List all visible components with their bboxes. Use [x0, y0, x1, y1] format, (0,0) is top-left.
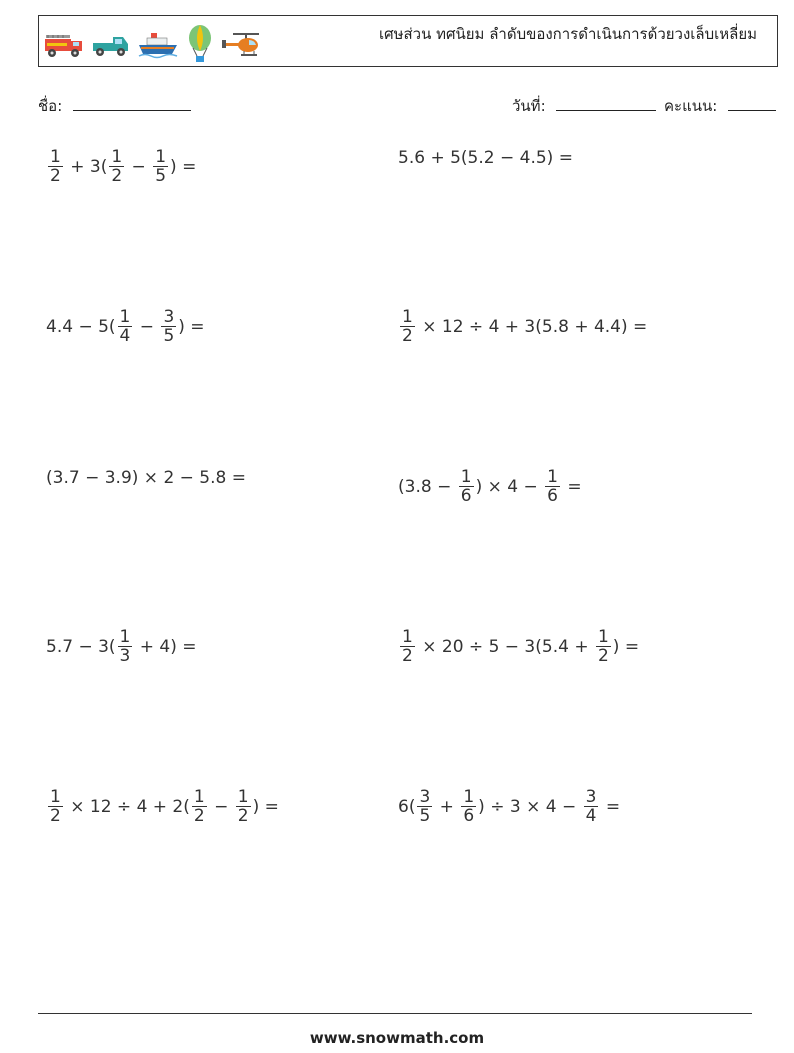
- expression-text: =: [600, 796, 621, 817]
- fraction: [400, 308, 415, 345]
- expression-text: ) =: [612, 636, 640, 657]
- fraction: [584, 788, 599, 825]
- denominator: 3: [119, 646, 131, 666]
- problem-10: [398, 788, 620, 825]
- score-blank: [728, 96, 776, 111]
- problem-2: [398, 148, 573, 168]
- fraction: [236, 788, 251, 825]
- header-icons: [43, 24, 265, 64]
- denominator: 2: [402, 646, 413, 666]
- fraction: [400, 628, 415, 665]
- numerator: 1: [547, 467, 558, 487]
- fraction: [153, 148, 168, 185]
- numerator: 1: [50, 787, 61, 807]
- numerator: 1: [597, 627, 609, 647]
- numerator: 1: [193, 787, 205, 807]
- fraction: [459, 468, 474, 505]
- fire-truck-icon: [43, 29, 85, 59]
- fraction: [48, 148, 63, 185]
- expression-text: ) ÷ 3 × 4 −: [478, 796, 582, 817]
- expression-text: −: [134, 316, 160, 337]
- denominator: 4: [585, 806, 597, 826]
- numerator: 1: [119, 627, 131, 647]
- denominator: 5: [163, 326, 175, 346]
- denominator: 2: [50, 166, 61, 186]
- numerator: 3: [419, 787, 431, 807]
- problem-9: [46, 788, 279, 825]
- problem-4: [398, 308, 647, 345]
- numerator: 1: [460, 467, 472, 487]
- date-label: วันที่:: [512, 97, 546, 115]
- denominator: 2: [597, 646, 609, 666]
- expression-text: 6(: [398, 796, 416, 817]
- denominator: 2: [111, 166, 123, 186]
- expression-text: 5.7 − 3(: [46, 636, 116, 657]
- expression-text: + 4) =: [134, 636, 197, 657]
- expression-text: −: [208, 796, 234, 817]
- numerator: 1: [237, 787, 249, 807]
- name-label: ชื่อ:: [38, 97, 63, 115]
- ship-icon: [137, 29, 179, 59]
- fraction: [48, 788, 63, 825]
- fraction: [109, 148, 124, 185]
- fraction: [192, 788, 207, 825]
- helicopter-icon: [221, 29, 265, 59]
- denominator: 5: [155, 166, 167, 186]
- name-blank: [73, 96, 191, 111]
- problem-7: [46, 628, 197, 665]
- expression-text: ) =: [252, 796, 279, 817]
- denominator: 2: [237, 806, 249, 826]
- name-field: [38, 94, 191, 118]
- expression-text: =: [561, 476, 582, 497]
- pickup-truck-icon: [91, 29, 131, 59]
- fraction: [118, 628, 133, 665]
- numerator: 1: [155, 147, 167, 167]
- date-field: [512, 94, 656, 118]
- numerator: 3: [585, 787, 597, 807]
- expression-text: +: [434, 796, 460, 817]
- numerator: 1: [463, 787, 475, 807]
- numerator: 1: [50, 147, 61, 167]
- denominator: 6: [547, 486, 558, 506]
- numerator: 1: [402, 307, 413, 327]
- fraction: [118, 308, 133, 345]
- score-label: คะแนน:: [664, 97, 718, 115]
- problem-1: [46, 148, 196, 185]
- problem-6: [398, 468, 582, 505]
- numerator: 1: [111, 147, 123, 167]
- denominator: 6: [460, 486, 472, 506]
- score-field: [664, 94, 776, 118]
- expression-text: (3.7 − 3.9) × 2 − 5.8 =: [46, 468, 246, 488]
- denominator: 6: [463, 806, 475, 826]
- expression-text: −: [126, 156, 152, 177]
- footer-site: www.snowmath.com: [309, 1029, 485, 1047]
- fraction: [596, 628, 611, 665]
- expression-text: 4.4 − 5(: [46, 316, 116, 337]
- denominator: 5: [419, 806, 431, 826]
- denominator: 2: [402, 326, 413, 346]
- numerator: 1: [402, 627, 413, 647]
- expression-text: × 20 ÷ 5 − 3(5.4 +: [416, 636, 594, 657]
- problem-5: [46, 468, 246, 488]
- expression-text: 5.6 + 5(5.2 − 4.5) =: [398, 148, 573, 168]
- expression-text: ) =: [170, 156, 197, 177]
- date-blank: [556, 96, 656, 111]
- numerator: 1: [119, 307, 131, 327]
- numerator: 3: [163, 307, 175, 327]
- expression-text: ) =: [178, 316, 205, 337]
- expression-text: (3.8 −: [398, 476, 457, 497]
- problem-8: [398, 628, 639, 665]
- denominator: 4: [119, 326, 131, 346]
- expression-text: + 3(: [64, 156, 108, 177]
- footer-divider: [38, 1013, 752, 1014]
- denominator: 2: [193, 806, 205, 826]
- fraction: [161, 308, 176, 345]
- hot-air-balloon-icon: [185, 24, 215, 64]
- problem-3: [46, 308, 205, 345]
- worksheet-header: [38, 15, 778, 67]
- expression-text: ) × 4 −: [475, 476, 544, 497]
- fraction: [461, 788, 476, 825]
- denominator: 2: [50, 806, 61, 826]
- expression-text: × 12 ÷ 4 + 2(: [64, 796, 190, 817]
- expression-text: × 12 ÷ 4 + 3(5.8 + 4.4) =: [416, 316, 648, 337]
- fraction: [545, 468, 560, 505]
- fraction: [417, 788, 432, 825]
- worksheet-title: เศษส่วน ทศนิยม ลำดับของการดำเนินการด้วยวงเล็บเหลี่ยม: [378, 25, 758, 43]
